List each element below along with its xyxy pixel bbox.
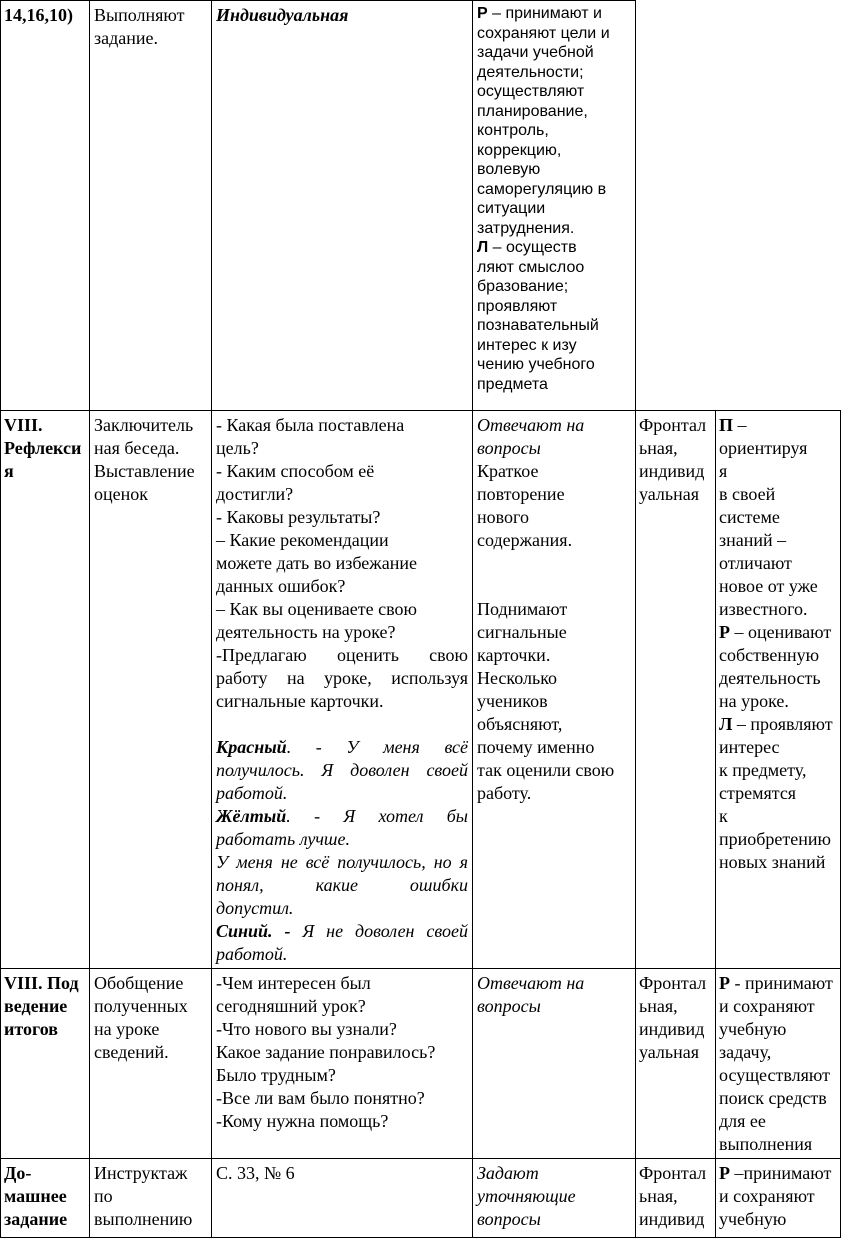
cell-line: вопросы bbox=[477, 996, 541, 1016]
cell-line: Выставление bbox=[94, 461, 195, 481]
student-activity-cell bbox=[212, 1, 473, 411]
cell-line: сохраняют цели и bbox=[477, 24, 610, 42]
card-yellow bbox=[216, 805, 468, 828]
cell-line: ьная, bbox=[639, 996, 678, 1016]
cell-line: Отвечают на bbox=[477, 973, 585, 993]
cell-line: я bbox=[719, 461, 728, 481]
cell-line: деятельность на уроке? bbox=[216, 622, 396, 642]
cell-line: ьная, bbox=[639, 1186, 678, 1206]
uud-label: П bbox=[719, 415, 734, 435]
cell-line: и сохраняют bbox=[719, 996, 815, 1016]
cell-line: собственную bbox=[719, 645, 820, 665]
uud-label: Р bbox=[719, 973, 730, 993]
cell-line: Обобщение bbox=[94, 973, 184, 993]
cell-line: ведение bbox=[4, 996, 68, 1016]
cell-line: саморегуляцию в bbox=[477, 180, 607, 198]
cell-line: выполнению bbox=[94, 1209, 193, 1229]
cell-line: стремятся bbox=[719, 783, 797, 803]
cell-line: и сохраняют bbox=[719, 1186, 815, 1206]
cell-line: – оценивают bbox=[730, 622, 832, 642]
cell-line: Какое задание понравилось? bbox=[216, 1042, 436, 1062]
cell-line: . - У меня всё bbox=[286, 737, 468, 757]
cell-line: задачи учебной bbox=[477, 44, 594, 61]
cell-line: ляют смыслоо bbox=[477, 258, 585, 276]
cell-line: сигнальные bbox=[477, 622, 567, 642]
cell-line: - Какая была поставлена bbox=[216, 415, 405, 435]
uud-label: Л bbox=[719, 714, 733, 734]
cell-line: -Все ли вам было понятно? bbox=[216, 1088, 425, 1108]
cell-line: Выполняют bbox=[94, 5, 185, 25]
teacher-questions-cell bbox=[212, 1159, 473, 1238]
cell-line: – осуществ bbox=[488, 239, 577, 256]
cell-line: ьная, bbox=[639, 438, 678, 458]
stage-cell bbox=[1, 1, 90, 411]
cell-line: итогов bbox=[4, 1019, 58, 1039]
work-form-cell bbox=[636, 1159, 716, 1238]
uud-regulative bbox=[719, 972, 839, 995]
cell-line: для ее bbox=[719, 1111, 766, 1131]
cell-line: получилось. Я доволен своей bbox=[216, 760, 468, 780]
cell-line: Рефлекси bbox=[4, 438, 82, 458]
uud-label: Р bbox=[719, 622, 730, 642]
cell-line: деятельность bbox=[719, 668, 821, 688]
cell-line: – bbox=[733, 415, 747, 435]
cell-line: Краткое bbox=[477, 461, 539, 481]
cell-line: сигнальные карточки. bbox=[216, 691, 384, 711]
cell-line: волевую bbox=[477, 161, 541, 178]
cell-line: сегодняшний урок? bbox=[216, 996, 366, 1016]
cell-line: так оценили свою bbox=[477, 760, 615, 780]
card-label: Синий. - bbox=[216, 921, 291, 941]
cell-line: индивид bbox=[639, 1019, 705, 1039]
cell-line: осуществляют bbox=[719, 1065, 830, 1085]
cell-line: задачу, bbox=[719, 1042, 772, 1062]
cell-line: уточняющие bbox=[477, 1186, 576, 1206]
cell-line: на уроке bbox=[94, 1019, 160, 1039]
cell-line: работу. bbox=[477, 783, 532, 803]
cell-line: деятельности; bbox=[477, 63, 584, 81]
cell-line: выполнения bbox=[719, 1134, 813, 1154]
cell-line: новое от уже bbox=[719, 576, 818, 596]
cell-line: Было трудным? bbox=[216, 1065, 336, 1085]
cell-line: Фронтал bbox=[639, 973, 707, 993]
table-row bbox=[1, 969, 841, 1159]
cell-line: ная беседа. bbox=[94, 438, 180, 458]
cell-line: уальная bbox=[639, 484, 700, 504]
cell-line: - принимают bbox=[730, 973, 833, 993]
cell-line: VIII. bbox=[4, 415, 43, 435]
cell-line: вопросы bbox=[477, 1209, 541, 1229]
cell-line: ситуации bbox=[477, 200, 546, 217]
cell-line: новых знаний bbox=[719, 852, 826, 872]
cell-line: - Каковы результаты? bbox=[216, 507, 381, 527]
uud-cell bbox=[473, 1, 636, 411]
teacher-activity-cell bbox=[90, 1159, 212, 1238]
cell-line: Задают bbox=[477, 1163, 539, 1183]
cell-line: по bbox=[94, 1186, 113, 1206]
cell-line: До- bbox=[4, 1163, 32, 1183]
uud-regulative bbox=[477, 4, 631, 24]
cell-line: затруднения. bbox=[477, 219, 575, 237]
cell-line: -Предлагаю оценить свою bbox=[216, 645, 468, 665]
cell-line: планирование, bbox=[477, 102, 588, 120]
teacher-activity-cell bbox=[90, 969, 212, 1159]
cell-line: поиск средств bbox=[719, 1088, 827, 1108]
teacher-activity-cell bbox=[90, 411, 212, 969]
cell-line: можете дать во избежание bbox=[216, 553, 417, 573]
cell-line: – проявляют bbox=[732, 714, 833, 734]
cell-line: почему именно bbox=[477, 737, 595, 757]
cell-line: нового bbox=[477, 507, 529, 527]
cell-line: оценок bbox=[94, 484, 148, 504]
cell-line: Я не доволен своей bbox=[290, 921, 468, 941]
cell-line: машнее bbox=[4, 1186, 67, 1206]
uud-cell bbox=[716, 969, 841, 1159]
cell-line: Несколько bbox=[477, 668, 558, 688]
cell-line: работать лучше. bbox=[216, 829, 350, 849]
uud-regulative bbox=[719, 1162, 839, 1185]
cell-line: Фронтал bbox=[639, 1163, 707, 1183]
cell-line: VIII. Под bbox=[4, 973, 79, 993]
uud-personal bbox=[719, 713, 839, 736]
cell-line: повторение bbox=[477, 484, 565, 504]
cell-line: к предмету, bbox=[719, 760, 807, 780]
stage-cell bbox=[1, 411, 90, 969]
cell-line: данных ошибок? bbox=[216, 576, 346, 596]
cell-line: У меня не всё получилось, но я bbox=[216, 852, 468, 872]
cell-line: – Какие рекомендации bbox=[216, 530, 389, 550]
cell-line: – Как вы оцениваете свою bbox=[216, 599, 417, 619]
uud-cell bbox=[716, 1159, 841, 1238]
cell-line: карточки. bbox=[477, 645, 551, 665]
cell-line: задание. bbox=[94, 28, 159, 48]
cell-line: – принимают и bbox=[487, 5, 602, 22]
cell-line: познавательный bbox=[477, 317, 599, 334]
card-blue bbox=[216, 920, 468, 943]
stage-cell bbox=[1, 969, 90, 1159]
cell-line: -Чем интересен был bbox=[216, 973, 371, 993]
cell-line: проявляют bbox=[477, 297, 558, 315]
cell-line: интерес к изу bbox=[477, 336, 577, 354]
cell-line: к bbox=[719, 806, 728, 826]
cell-line: . - Я хотел бы bbox=[286, 806, 468, 826]
cell-line: интерес bbox=[719, 737, 780, 757]
cell-line: ориентируя bbox=[719, 438, 808, 458]
cell-line: допустил. bbox=[216, 898, 294, 918]
cell-line: учеников bbox=[477, 691, 548, 711]
cell-line: уальная bbox=[639, 1042, 700, 1062]
cell-line: полученных bbox=[94, 996, 188, 1016]
cell-line: работой. bbox=[216, 783, 288, 803]
cell-line: в своей bbox=[719, 484, 776, 504]
cell-line: –принимают bbox=[730, 1163, 832, 1183]
teacher-activity-cell bbox=[90, 1, 212, 411]
cell-line: знаний – bbox=[719, 530, 787, 550]
student-activity-cell bbox=[473, 411, 636, 969]
teacher-questions-cell bbox=[212, 411, 473, 969]
uud-personal bbox=[477, 238, 631, 258]
uud-regulative bbox=[719, 621, 839, 644]
card-label: Красный bbox=[216, 737, 287, 757]
card-red bbox=[216, 736, 468, 759]
cell-line: я bbox=[4, 461, 14, 481]
cell-line: на уроке. bbox=[719, 691, 789, 711]
cell-line: учебную bbox=[719, 1019, 787, 1039]
cell-line: понял, какие ошибки bbox=[216, 875, 468, 895]
student-activity-cell bbox=[473, 969, 636, 1159]
table-row bbox=[1, 1, 841, 411]
cell-line: задание bbox=[4, 1209, 68, 1229]
card-label: Жёлтый bbox=[216, 806, 287, 826]
cell-line: осуществляют bbox=[477, 83, 585, 100]
uud-label: Р bbox=[719, 1163, 730, 1183]
cell-line: индивид bbox=[639, 461, 705, 481]
cell-line: известного. bbox=[719, 599, 808, 619]
cell-line: учебную bbox=[719, 1209, 787, 1229]
cell-line: Фронтал bbox=[639, 415, 707, 435]
cell-line: объясняют, bbox=[477, 714, 563, 734]
cell-line: бразование; bbox=[477, 278, 569, 295]
cell-line: -Кому нужна помощь? bbox=[216, 1111, 389, 1131]
uud-cell bbox=[716, 411, 841, 969]
cell-line: Отвечают на bbox=[477, 415, 585, 435]
cell-line: -Что нового вы узнали? bbox=[216, 1019, 397, 1039]
student-activity-cell bbox=[473, 1159, 636, 1238]
cell-line: работой. bbox=[216, 944, 288, 964]
cell-line: содержания. bbox=[477, 530, 573, 550]
cell-line: предмета bbox=[477, 375, 548, 393]
cell-line: системе bbox=[719, 507, 780, 527]
table-row bbox=[1, 1159, 841, 1238]
cell-line: - Каким способом её bbox=[216, 461, 375, 481]
cell-line: сведений. bbox=[94, 1042, 169, 1062]
cell-line: коррекцию, bbox=[477, 141, 562, 159]
cell-line: чению учебного bbox=[477, 356, 595, 373]
uud-label: Л bbox=[477, 239, 489, 256]
cell-line: работу на уроке, используя bbox=[216, 668, 468, 688]
cell-line: Заключитель bbox=[94, 415, 194, 435]
cell-line: Поднимают bbox=[477, 599, 568, 619]
cell-line: С. 33, № 6 bbox=[216, 1163, 295, 1183]
work-form-cell bbox=[636, 411, 716, 969]
stage-cell bbox=[1, 1159, 90, 1238]
cell-line: контроль, bbox=[477, 122, 549, 139]
work-form-label: Индивидуальная bbox=[216, 5, 349, 25]
stage-text: 14,16,10) bbox=[4, 5, 73, 25]
cell-line: индивид bbox=[639, 1209, 705, 1229]
cell-line: отличают bbox=[719, 553, 792, 573]
table-row bbox=[1, 411, 841, 969]
empty-cell bbox=[636, 1, 841, 411]
teacher-questions-cell bbox=[212, 969, 473, 1159]
work-form-cell bbox=[636, 969, 716, 1159]
uud-cognitive bbox=[719, 414, 839, 437]
cell-line: приобретению bbox=[719, 829, 831, 849]
uud-label: Р bbox=[477, 5, 488, 22]
cell-line: Инструктаж bbox=[94, 1163, 188, 1183]
cell-line: цель? bbox=[216, 438, 259, 458]
cell-line: достигли? bbox=[216, 484, 294, 504]
cell-line: вопросы bbox=[477, 438, 541, 458]
